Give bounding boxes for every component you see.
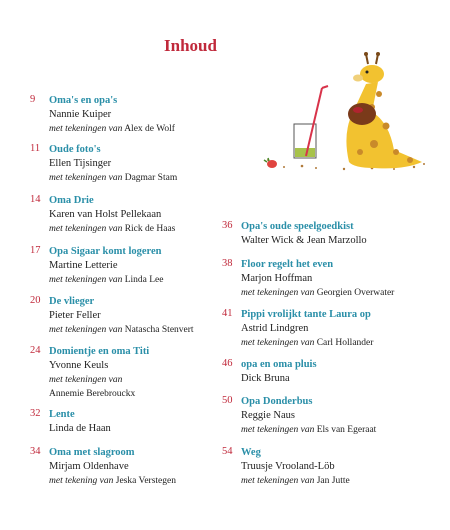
page-number: 54 <box>222 446 233 457</box>
page-number: 34 <box>30 446 41 457</box>
story-title[interactable]: Floor regelt het even <box>241 259 334 270</box>
page-number: 41 <box>222 308 233 319</box>
story-title[interactable]: Oma's en opa's <box>49 95 118 106</box>
illustrator-name: Annemie Berebrouckx <box>49 389 136 399</box>
page-number: 17 <box>30 245 41 256</box>
story-title[interactable]: Opa Donderbus <box>241 396 313 407</box>
illustrator-line: met tekening van Jeska Verstegen <box>49 476 176 486</box>
illustrator-line: met tekeningen van Els van Egeraat <box>241 425 377 435</box>
illustrator-line: met tekeningen van <box>49 375 123 385</box>
author: Dick Bruna <box>241 373 290 384</box>
giraffe-illustration <box>254 52 434 177</box>
page-title: Inhoud <box>164 36 217 55</box>
illustrator-line: met tekeningen van Alex de Wolf <box>49 124 175 134</box>
story-title[interactable]: Weg <box>241 447 261 458</box>
page-number: 46 <box>222 358 233 369</box>
illustrator-line: met tekeningen van Linda Lee <box>49 275 164 285</box>
author: Pieter Feller <box>49 310 101 321</box>
story-title[interactable]: Pippi vrolijkt tante Laura op <box>241 309 371 320</box>
author: Astrid Lindgren <box>241 323 309 334</box>
author: Marjon Hoffman <box>241 273 313 284</box>
story-title[interactable]: De vlieger <box>49 296 95 307</box>
story-title[interactable]: Oude foto's <box>49 144 101 155</box>
illustrator-line: met tekeningen van Natascha Stenvert <box>49 325 194 335</box>
author: Martine Letterie <box>49 260 118 271</box>
page-number: 9 <box>30 94 36 105</box>
story-title[interactable]: Oma met slagroom <box>49 447 135 458</box>
author: Reggie Naus <box>241 410 295 421</box>
author: Walter Wick & Jean Marzollo <box>241 235 367 246</box>
author: Karen van Holst Pellekaan <box>49 209 162 220</box>
illustrator-line: met tekeningen van Rick de Haas <box>49 224 176 234</box>
page-number: 20 <box>30 295 41 306</box>
author: Ellen Tijsinger <box>49 158 112 169</box>
story-title[interactable]: Lente <box>49 409 75 420</box>
page-number: 24 <box>30 345 41 356</box>
page-number: 36 <box>222 220 233 231</box>
page-number: 32 <box>30 408 41 419</box>
illustrator-line: met tekeningen van Georgien Overwater <box>241 288 395 298</box>
giraffe-icon <box>346 52 422 168</box>
cake-icon <box>348 103 376 125</box>
author: Mirjam Oldenhave <box>49 461 129 472</box>
story-title[interactable]: Opa Sigaar komt logeren <box>49 246 162 257</box>
story-title[interactable]: Oma Drie <box>49 195 94 206</box>
author: Nannie Kuiper <box>49 109 112 120</box>
story-title[interactable]: opa en oma pluis <box>241 359 317 370</box>
author: Linda de Haan <box>49 423 111 434</box>
page-number: 11 <box>30 143 41 154</box>
story-title[interactable]: Domientje en oma Titi <box>49 346 150 357</box>
story-title[interactable]: Opa's oude speelgoedkist <box>241 221 354 232</box>
page-number: 14 <box>30 194 41 205</box>
page-number: 50 <box>222 395 233 406</box>
page-number: 38 <box>222 258 233 269</box>
author: Yvonne Keuls <box>49 360 109 371</box>
illustrator-line: met tekeningen van Jan Jutte <box>241 476 350 486</box>
strawberry-icon <box>264 158 277 168</box>
juice-glass-icon <box>294 86 328 158</box>
author: Truusje Vrooland-Löb <box>241 461 335 472</box>
illustrator-line: met tekeningen van Carl Hollander <box>241 338 374 348</box>
illustrator-line: met tekeningen van Dagmar Stam <box>49 173 178 183</box>
